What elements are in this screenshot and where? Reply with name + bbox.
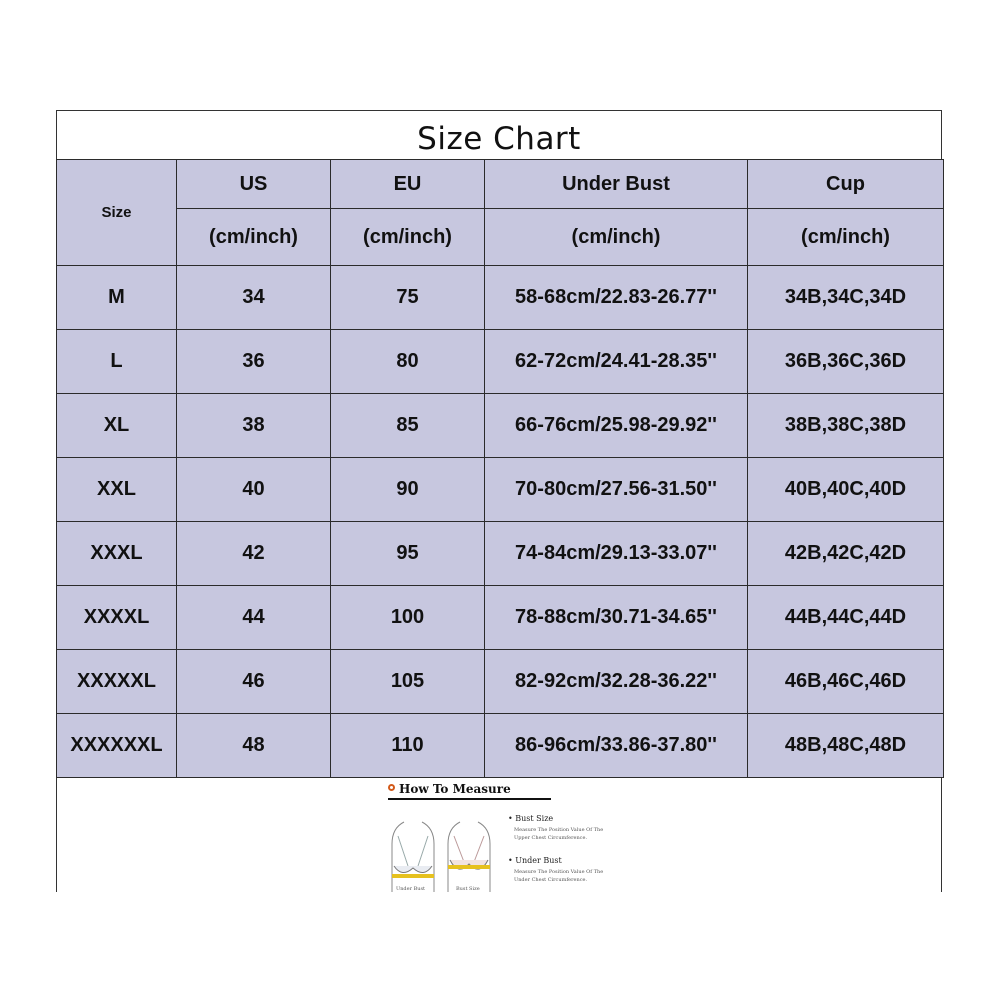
us-cell: 46 (177, 650, 331, 714)
under-bust-desc: Measure The Position Value Of The Under Chest Circumference. (514, 869, 604, 883)
table-row (57, 394, 944, 458)
fig-bust-size-label: Bust Size (456, 886, 480, 892)
table-row (57, 458, 944, 522)
bust-size-label: • Bust Size (508, 814, 554, 823)
table-row (57, 330, 944, 394)
under-bust-cell: 86-96cm/33.86-37.80'' (485, 714, 748, 778)
bust-size-text: Bust Size (515, 814, 554, 823)
under-bust-cell: 66-76cm/25.98-29.92'' (485, 394, 748, 458)
table-row (57, 714, 944, 778)
us-cell: 36 (177, 330, 331, 394)
under-bust-cell: 58-68cm/22.83-26.77'' (485, 266, 748, 330)
eu-cell: 75 (331, 266, 485, 330)
under-bust-header: Under Bust (485, 160, 748, 209)
size-cell: XXL (57, 458, 177, 522)
us-cell: 40 (177, 458, 331, 522)
under-bust-label: • Under Bust (508, 856, 562, 865)
us-header: US (177, 160, 331, 209)
under-bust-cell: 62-72cm/24.41-28.35'' (485, 330, 748, 394)
eu-cell: 105 (331, 650, 485, 714)
cup-header: Cup (748, 160, 944, 209)
under-bust-text: Under Bust (515, 856, 562, 865)
us-cell: 38 (177, 394, 331, 458)
under-bust-cell: 78-88cm/30.71-34.65'' (485, 586, 748, 650)
eu-unit: (cm/inch) (331, 209, 485, 266)
cup-cell: 48B,48C,48D (748, 714, 944, 778)
cup-cell: 46B,46C,46D (748, 650, 944, 714)
eu-cell: 100 (331, 586, 485, 650)
cup-cell: 38B,38C,38D (748, 394, 944, 458)
how-to-measure-panel (382, 778, 614, 892)
measuring-tape-icon (392, 874, 434, 878)
size-cell: L (57, 330, 177, 394)
size-header: Size (57, 160, 177, 266)
cup-unit: (cm/inch) (748, 209, 944, 266)
size-table (56, 159, 944, 778)
size-cell: XL (57, 394, 177, 458)
table-row (57, 650, 944, 714)
cup-cell: 42B,42C,42D (748, 522, 944, 586)
title-underline (388, 798, 551, 800)
eu-cell: 110 (331, 714, 485, 778)
size-cell: M (57, 266, 177, 330)
eu-header: EU (331, 160, 485, 209)
table-row (57, 522, 944, 586)
size-cell: XXXXXL (57, 650, 177, 714)
eu-cell: 90 (331, 458, 485, 522)
size-cell: XXXL (57, 522, 177, 586)
under-bust-cell: 74-84cm/29.13-33.07'' (485, 522, 748, 586)
header-row (57, 160, 944, 209)
eu-cell: 80 (331, 330, 485, 394)
size-cell: XXXXL (57, 586, 177, 650)
cup-cell: 40B,40C,40D (748, 458, 944, 522)
bust-size-desc: Measure The Position Value Of The Upper Chest Circumference. (514, 827, 604, 841)
cup-cell: 36B,36C,36D (748, 330, 944, 394)
unit-row (57, 209, 944, 266)
under-bust-cell: 82-92cm/32.28-36.22'' (485, 650, 748, 714)
cup-cell: 44B,44C,44D (748, 586, 944, 650)
us-cell: 34 (177, 266, 331, 330)
how-to-measure-title: How To Measure (399, 782, 511, 796)
table-row (57, 266, 944, 330)
bra-diagram-icon (382, 814, 502, 892)
eu-cell: 85 (331, 394, 485, 458)
size-cell: XXXXXXL (57, 714, 177, 778)
cup-cell: 34B,34C,34D (748, 266, 944, 330)
eu-cell: 95 (331, 522, 485, 586)
us-cell: 44 (177, 586, 331, 650)
measuring-tape-icon (448, 865, 490, 869)
us-cell: 48 (177, 714, 331, 778)
under-bust-cell: 70-80cm/27.56-31.50'' (485, 458, 748, 522)
us-unit: (cm/inch) (177, 209, 331, 266)
table-row (57, 586, 944, 650)
chart-title: Size Chart (417, 121, 581, 157)
us-cell: 42 (177, 522, 331, 586)
under-bust-unit: (cm/inch) (485, 209, 748, 266)
fig-under-bust-label: Under Bust (396, 886, 426, 892)
